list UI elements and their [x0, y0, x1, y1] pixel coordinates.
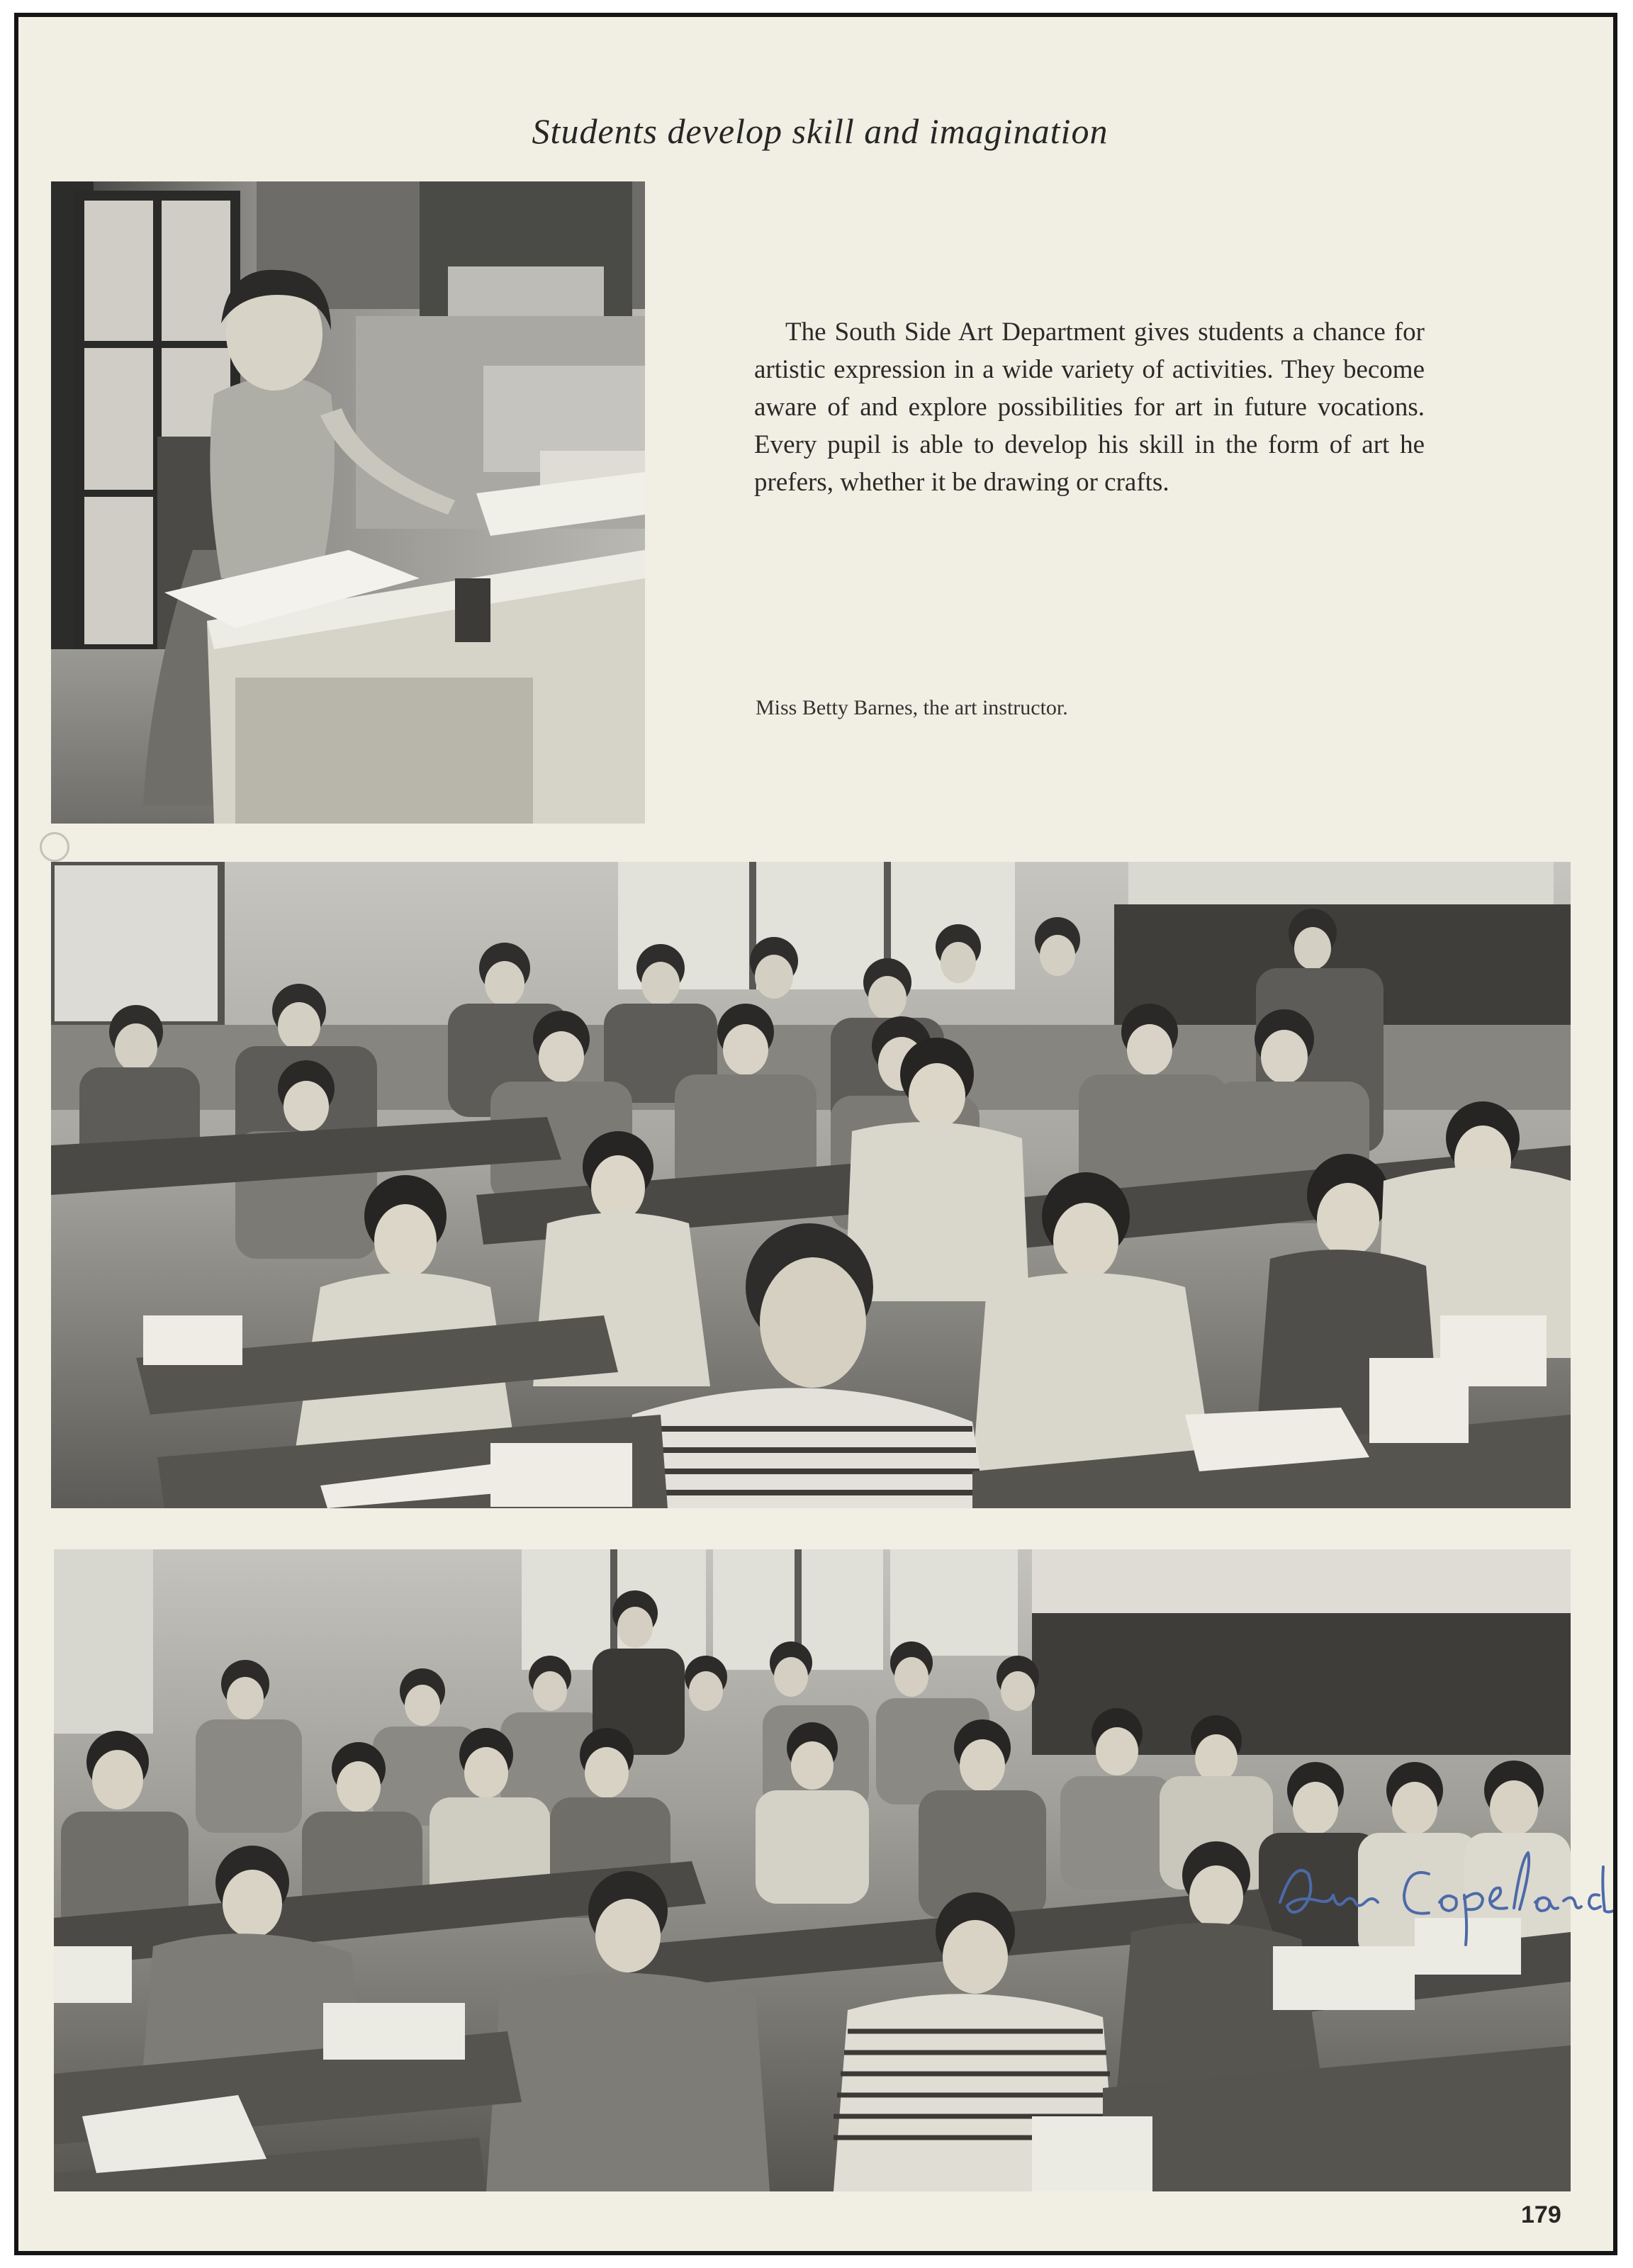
art-class-photo-upper	[51, 862, 1571, 1508]
paper-smudge	[40, 832, 69, 862]
teacher-photo-caption: Miss Betty Barnes, the art instructor.	[756, 696, 1068, 719]
page-number: 179	[1521, 2201, 1561, 2228]
teacher-photo-image	[51, 181, 645, 824]
article-paragraph: The South Side Art Department gives students a chance for artistic expression in a wide variety of activities. They become aware of and explore possibilities for art in future vocations. Every pupil is able to develop his skill in the form of art he prefers, whether it be drawing or crafts.	[754, 318, 1425, 497]
page-headline: Students develop skill and imagination	[532, 111, 1109, 151]
yearbook-page	[14, 13, 1617, 2255]
art-class-photo-upper-image	[51, 862, 1571, 1508]
handwritten-signature	[1266, 1846, 1617, 1952]
teacher-photo	[51, 181, 645, 824]
